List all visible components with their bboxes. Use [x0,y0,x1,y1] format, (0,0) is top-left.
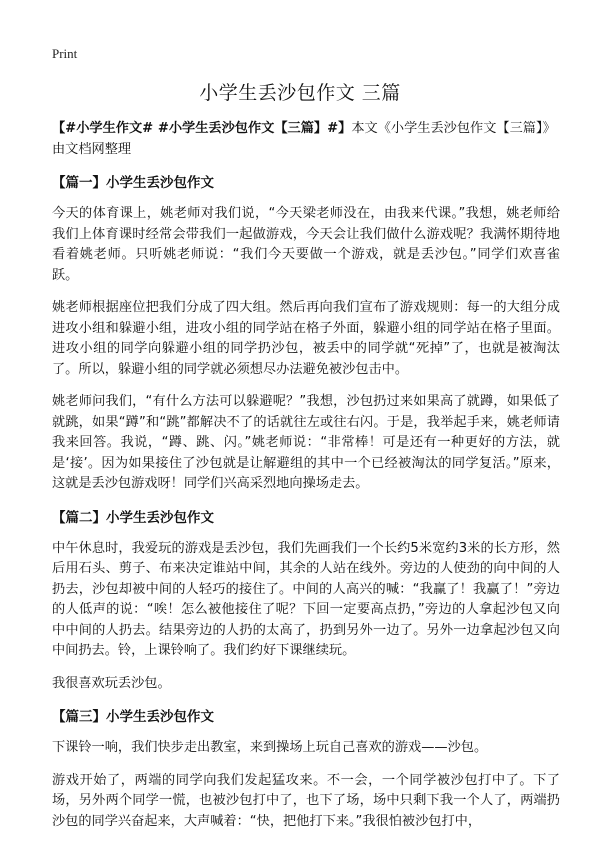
section-1-paragraph-1: 今天的体育课上，姚老师对我们说，“今天梁老师没在，由我来代课。”我想，姚老师给我们上体育课时经常会带我们一起做游戏，今天会让我们做什么游戏呢？我满怀期待地看着姚老师。只听姚老师说：“我们今天要做一个游戏，就是丢沙包。”同学们欢喜雀跃。 [52,206,560,283]
intro-tags: 【#小学生作文# #小学生丢沙包作文【三篇】#】 [52,121,352,136]
section-1-paragraph-3: 姚老师问我们，“有什么方法可以躲避呢？”我想，沙包扔过来如果高了就蹲，如果低了就跳，如果“蹲”和“跳”都解决不了的话就往左或往右闪。于是，我举起手来，姚老师请我来回答。我说，“蹲、跳、闪。”姚老师说：“非常棒！可是还有一种更好的方法，就是‘接’。因为如果接住了沙包就是让解避组的其中一个已经被淘汰的同学复活。”原来，这就是丢沙包游戏呀！同学们兴高采烈地向操场走去。 [52,394,560,491]
section-1-heading: 【篇一】小学生丢沙包作文 [52,175,214,191]
section-3-heading: 【篇三】小学生丢沙包作文 [52,709,214,725]
section-2-heading: 【篇二】小学生丢沙包作文 [52,509,214,526]
section-2-paragraph-2: 我很喜欢玩丢沙包。 [52,675,171,691]
section-2-paragraph-1: 中午休息时，我爱玩的游戏是丢沙包，我们先画我们一个长约5米宽约3米的长方形，然后用石头、剪子、布来决定谁站中间，其余的人站在线外。旁边的人使劲的向中间的人扔去，沙包却被中间的人轻巧的接住了。中间的人高兴的喊：“我赢了！我赢了！”旁边的人低声的说：“唉！怎么被他接住了呢？下回一定要高点扔，”旁边的人拿起沙包又向中中间的人扔去。结果旁边的人扔的太高了，扔到另外一边了。另外一边拿起沙包又向中间扔去。铃，上课铃响了。我们约好下课继续玩。 [52,540,560,658]
section-1-paragraph-2: 姚老师根据座位把我们分成了四大组。然后再向我们宣布了游戏规则：每一的大组分成进攻小组和躲避小组，进攻小组的同学站在格子外面，躲避小组的同学站在格子里面。进攻小组的同学向躲避小组的同学扔沙包，被丢中的同学就“死掉”了，也就是被淘汰了。所以，躲避小组的同学就必须想尽办法避免被沙包击中。 [52,300,560,377]
section-3-paragraph-1: 下课铃一响，我们快步走出教室，来到操场上玩自己喜欢的游戏——沙包。 [52,740,488,755]
article-body [52,118,560,844]
print-link[interactable]: Print [52,46,78,61]
intro-text: 本文《小学生丢沙包作文【三篇】》由文档网整理 [52,121,556,157]
section-3-paragraph-2: 游戏开始了，两端的同学向我们发起猛攻来。不一会，一个同学被沙包打中了。下了场，另外两个同学一慌，也被沙包打中了，也下了场，场中只剩下我一个人了，两端扔沙包的同学兴奋起来，大声喊着：“快，把他打下来。”我很怕被沙包打中， [52,772,560,829]
intro-line [52,118,560,160]
page-title: 小学生丢沙包作文 三篇 [199,82,401,104]
